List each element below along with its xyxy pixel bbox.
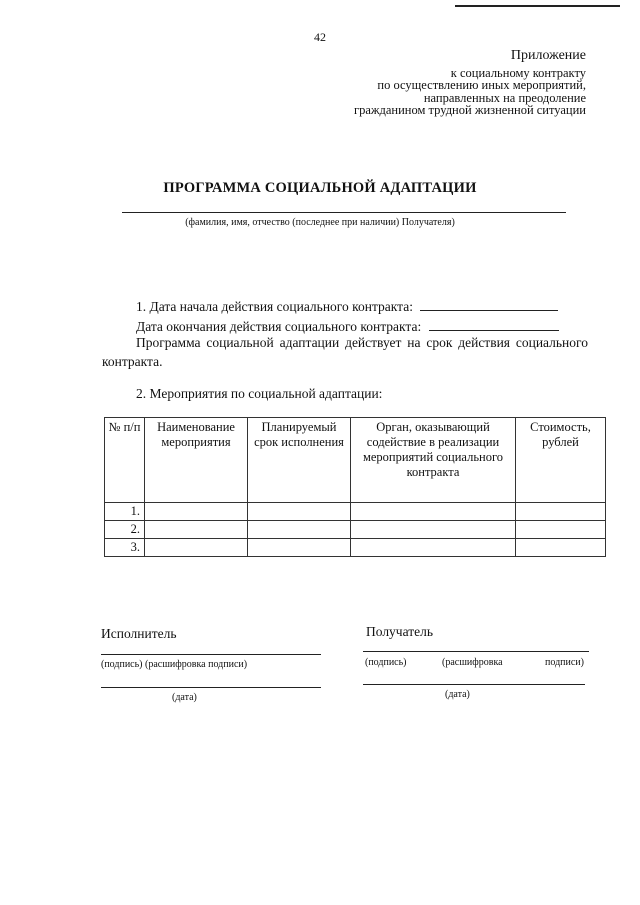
row-number: 3.: [105, 539, 145, 557]
table-cell[interactable]: [145, 539, 248, 557]
row-number: 2.: [105, 521, 145, 539]
document-title: ПРОГРАММА СОЦИАЛЬНОЙ АДАПТАЦИИ: [163, 180, 477, 196]
table-cell[interactable]: [145, 503, 248, 521]
table-cell[interactable]: [248, 539, 351, 557]
table-row: [105, 521, 606, 539]
header-event-name: Наименование мероприятия: [145, 418, 248, 503]
start-date-field[interactable]: [420, 296, 558, 311]
start-date-label: 1. Дата начала действия социального контракта:: [136, 299, 413, 314]
table-cell[interactable]: [351, 503, 516, 521]
table-cell[interactable]: [351, 539, 516, 557]
end-date-label: Дата окончания действия социального контракта:: [136, 319, 422, 334]
table-cell[interactable]: [248, 521, 351, 539]
start-date-row: [136, 296, 558, 317]
events-table: [104, 417, 606, 557]
header-number: № п/п: [105, 418, 145, 503]
appendix-line: направленных на преодоление: [423, 90, 586, 105]
appendix-line: гражданином трудной жизненной ситуации: [353, 103, 586, 118]
section2-label: 2. Мероприятия по социальной адаптации:: [136, 386, 383, 401]
recipient-signature-line[interactable]: [363, 651, 589, 652]
scan-artifact-line: [455, 5, 620, 7]
header-agency: Орган, оказывающий содействие в реализации мероприятий социального контракта: [351, 418, 516, 503]
appendix-block: [354, 50, 586, 117]
end-date-field[interactable]: [429, 316, 559, 331]
recipient-sign2-caption: подписи): [545, 657, 584, 668]
appendix-line: по осуществлению иных мероприятий,: [377, 78, 586, 93]
table-cell[interactable]: [516, 521, 606, 539]
table-cell[interactable]: [145, 521, 248, 539]
header-planned-date: Планируемый срок исполнения: [248, 418, 351, 503]
fio-caption: (фамилия, имя, отчество (последнее при наличии) Получателя): [185, 217, 455, 228]
appendix-line: к социальному контракту: [450, 65, 586, 80]
executor-signature-caption: (подпись) (расшифровка подписи): [101, 659, 248, 670]
appendix-heading: Приложение: [510, 48, 586, 63]
recipient-date-caption: (дата): [445, 689, 470, 700]
table-row: [105, 539, 606, 557]
executor-date-caption: (дата): [172, 692, 197, 703]
fio-field-line[interactable]: [122, 212, 566, 213]
recipient-decode-caption: (расшифровка: [442, 657, 503, 668]
header-cost: Стоимость, рублей: [516, 418, 606, 503]
row-number: 1.: [105, 503, 145, 521]
page-number: 42: [314, 30, 326, 44]
recipient-sign-caption: (подпись): [365, 657, 407, 668]
table-row: [105, 503, 606, 521]
table-cell[interactable]: [351, 521, 516, 539]
table-cell[interactable]: [248, 503, 351, 521]
table-cell[interactable]: [516, 539, 606, 557]
recipient-date-line[interactable]: [363, 684, 585, 685]
executor-label: Исполнитель: [101, 626, 177, 641]
recipient-label: Получатель: [366, 624, 434, 639]
program-duration-text: Программа социальной адаптации действует на срок действия социального контракта.: [102, 335, 588, 369]
executor-date-line[interactable]: [101, 687, 321, 688]
table-cell[interactable]: [516, 503, 606, 521]
executor-signature-line[interactable]: [101, 654, 321, 655]
table-header-row: [105, 418, 606, 503]
